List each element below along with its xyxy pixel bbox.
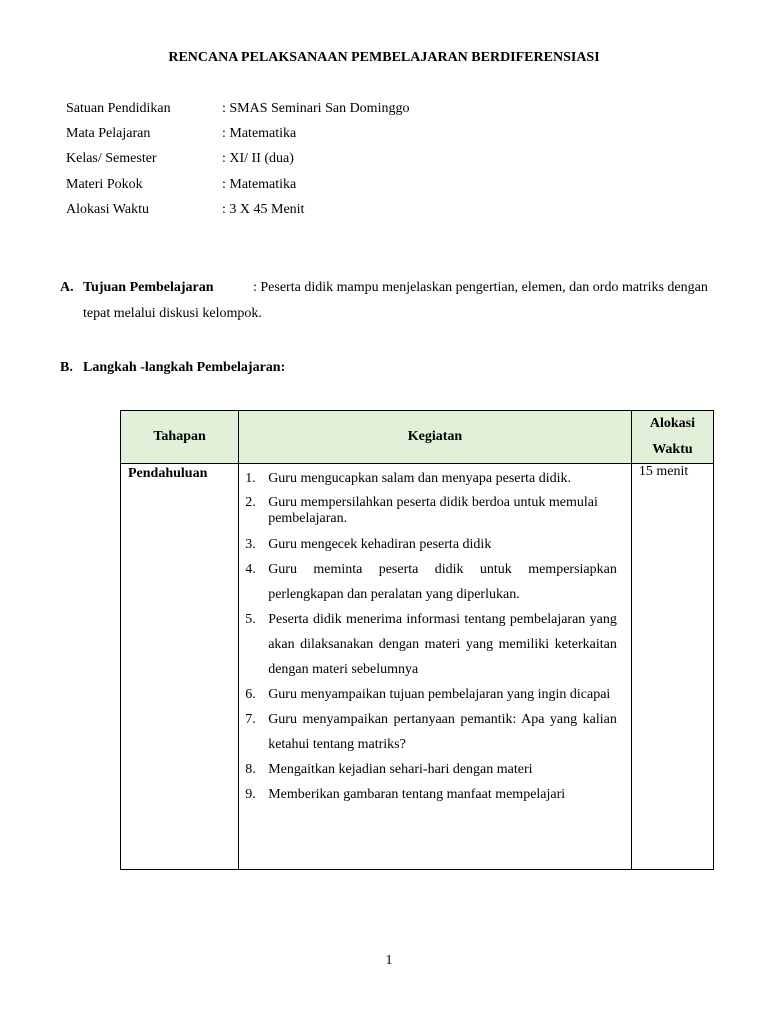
header-activity: Kegiatan [239,411,632,464]
stage-cell: Pendahuluan [121,464,239,870]
item-number: 2. [245,495,256,510]
activity-list [239,466,631,807]
identity-label: Kelas/ Semester [66,151,157,167]
item-text: Guru mengecek kehadiran peserta didik [268,537,492,552]
identity-row-school [66,98,666,123]
identity-value: : Matematika [222,126,297,142]
item-text: Guru menyampaikan tujuan pembelajaran yang ingin dicapai [268,687,611,702]
item-text: Guru mempersilahkan peserta didik berdoa untuk memulai pembelajaran. [268,495,598,526]
list-item [239,532,631,557]
list-item [239,607,631,682]
identity-label: Mata Pelajaran [66,126,151,142]
list-item [239,707,631,757]
identity-value: : 3 X 45 Menit [222,201,305,217]
item-number: 3. [245,537,256,552]
list-item [239,782,631,807]
identity-value: : XI/ II (dua) [222,151,294,167]
list-item [239,757,631,782]
item-text: Mengaitkan kejadian sehari-hari dengan materi [268,762,533,777]
identity-value: : Matematika [222,176,297,192]
section-letter: B. [60,360,73,375]
section-learning-objective [60,275,710,327]
section-body [83,275,710,327]
list-item [239,557,631,607]
identity-row-time [66,199,666,224]
item-number: 5. [245,612,256,627]
item-text: Memberikan gambaran tentang manfaat mempelajari [268,787,566,802]
section-text: : Peserta didik mampu menjelaskan pengertian, elemen, dan ordo matriks dengan tepat melalui diskusi kelompok. [83,280,708,321]
identity-block [66,98,666,224]
item-number: 4. [245,562,256,577]
learning-steps-table [120,410,714,870]
section-heading: Tujuan Pembelajaran [83,280,214,295]
item-text: Guru mengucapkan salam dan menyapa peserta didik. [268,471,572,486]
list-item [239,491,631,532]
item-text: Peserta didik menerima informasi tentang pembelajaran yang akan dilaksanakan dengan materi yang memiliki keterkaitan dengan materi sebelumnya [268,612,617,677]
list-item [239,682,631,707]
identity-label: Materi Pokok [66,176,143,192]
list-item [239,466,631,491]
item-number: 7. [245,712,256,727]
item-text: Guru meminta peserta didik untuk mempersiapkan perlengkapan dan peralatan yang diperlukan. [268,562,617,602]
header-time: Alokasi Waktu [631,411,713,464]
header-stage: Tahapan [121,411,239,464]
page-number: 1 [385,953,393,968]
item-number: 6. [245,687,256,702]
item-number: 9. [245,787,256,802]
identity-label: Alokasi Waktu [66,201,149,217]
section-letter: A. [60,280,74,295]
identity-row-subject [66,123,666,148]
identity-row-topic [66,174,666,199]
item-text: Guru menyampaikan pertanyaan pemantik: Apa yang kalian ketahui tentang matriks? [268,712,617,752]
item-number: 1. [245,471,256,486]
identity-label: Satuan Pendidikan [66,101,171,116]
document-title: RENCANA PELAKSANAAN PEMBELAJARAN BERDIFERENSIASI [168,50,600,65]
table-row [121,464,714,870]
section-heading: Langkah -langkah Pembelajaran: [83,360,286,375]
time-cell: 15 menit [631,464,713,870]
activity-cell [239,464,632,870]
item-number: 8. [245,762,256,777]
table-header-row [121,411,714,464]
identity-value: : SMAS Seminari San Dominggo [222,101,410,116]
section-learning-steps [60,358,710,378]
identity-row-class [66,148,666,173]
